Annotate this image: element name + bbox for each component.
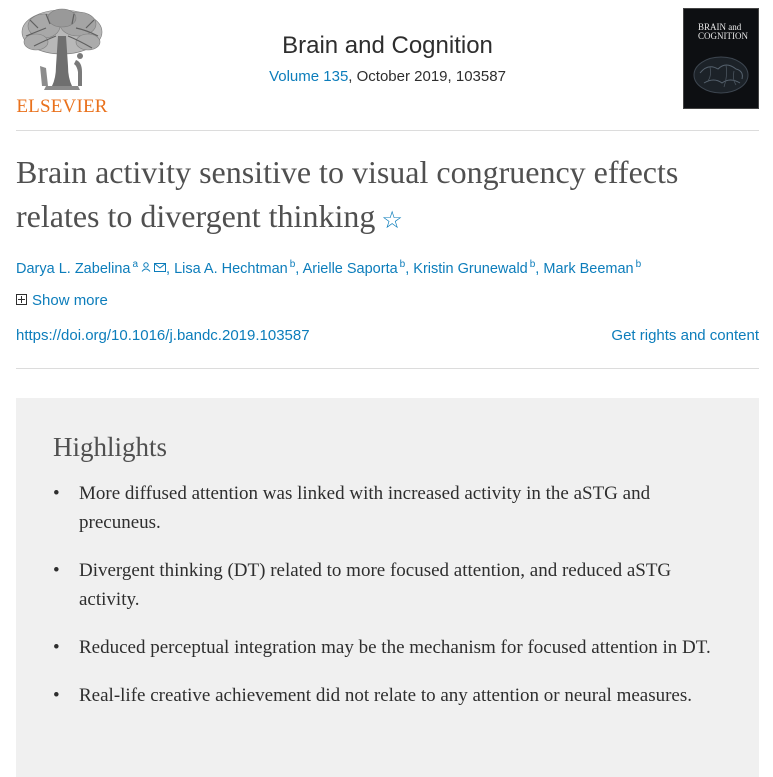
bullet-icon: • [53, 637, 60, 658]
volume-link[interactable]: Volume 135 [269, 68, 349, 85]
journal-issue-info [166, 68, 609, 85]
bullet-icon: • [53, 483, 60, 504]
divider [16, 368, 759, 369]
author-separator: , [405, 261, 414, 277]
affiliation-marker[interactable]: b [529, 259, 536, 270]
author-separator: , [295, 261, 303, 277]
affiliation-marker[interactable]: b [399, 259, 406, 270]
journal-info [166, 32, 609, 85]
highlight-item: • Divergent thinking (DT) related to more focused attention, and reduced aSTG activity. [53, 556, 713, 614]
star-icon[interactable]: ☆ [381, 208, 403, 234]
highlights-section [16, 398, 759, 777]
journal-cover-image[interactable] [683, 8, 759, 109]
page-header [16, 0, 759, 131]
author-link[interactable]: Darya L. Zabelina [16, 261, 131, 277]
author-separator: , [166, 261, 175, 277]
highlight-item: • Real-life creative achievement did not relate to any attention or neural measures. [53, 681, 713, 710]
journal-title-link[interactable]: Brain and Cognition [282, 32, 493, 59]
brain-icon [690, 53, 752, 99]
elsevier-logo[interactable] [16, 6, 108, 117]
affiliation-marker[interactable]: b [635, 259, 642, 270]
bullet-icon: • [53, 560, 60, 581]
highlights-heading: Highlights [53, 432, 168, 462]
author-link[interactable]: Lisa A. Hechtman [174, 261, 288, 277]
author-separator: , [535, 261, 544, 277]
highlight-item: • Reduced perceptual integration may be the mechanism for focused attention in DT. [53, 633, 713, 662]
elsevier-wordmark: ELSEVIER [16, 96, 108, 117]
highlight-item: • More diffused attention was linked with increased activity in the aSTG and precuneus. [53, 479, 713, 537]
author-link[interactable]: Arielle Saporta [302, 261, 398, 277]
affiliation-marker[interactable]: a [132, 259, 139, 270]
article-title: Brain activity sensitive to visual congruency effects relates to divergent thinking ☆ [16, 154, 679, 234]
author-link[interactable]: Kristin Grunewald [413, 261, 528, 277]
person-icon[interactable] [141, 260, 151, 276]
author-link[interactable]: Mark Beeman [543, 261, 634, 277]
bullet-icon: • [53, 685, 60, 706]
author-list [16, 259, 766, 277]
highlights-list [53, 479, 713, 729]
tree-icon [16, 6, 108, 94]
cover-title: BRAIN and COGNITION [698, 22, 748, 41]
show-more-button[interactable]: Show more [16, 292, 108, 309]
doi-link[interactable]: https://doi.org/10.1016/j.bandc.2019.103587 [16, 327, 310, 344]
mail-icon[interactable] [154, 260, 166, 276]
plus-box-icon [16, 294, 27, 305]
affiliation-marker[interactable]: b [289, 259, 296, 270]
issue-details: , October 2019, 103587 [348, 68, 506, 85]
get-rights-link[interactable]: Get rights and content [611, 327, 759, 344]
